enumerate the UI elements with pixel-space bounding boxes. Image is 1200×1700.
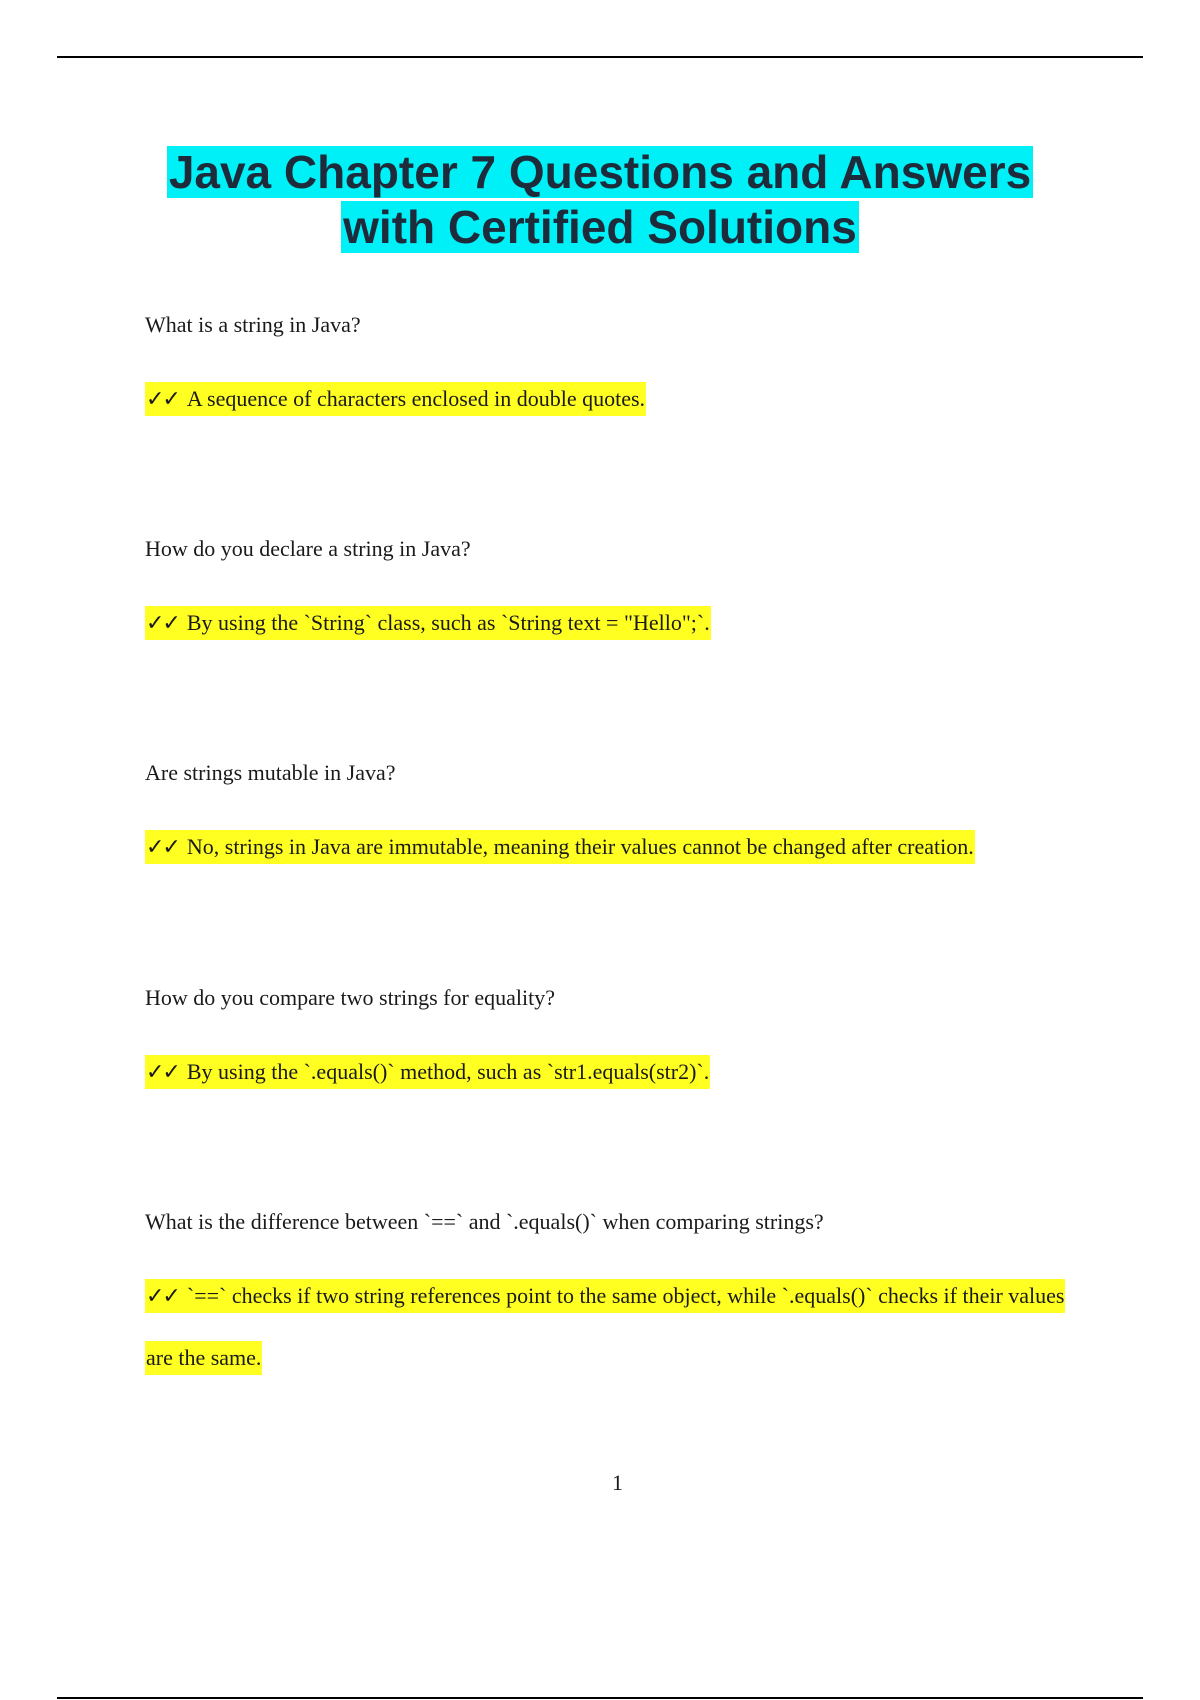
top-rule — [57, 56, 1143, 58]
answer-block — [145, 1265, 1095, 1388]
title-line-2: with Certified Solutions — [343, 201, 857, 253]
answer-highlight — [145, 606, 711, 640]
answer-block — [145, 368, 1095, 430]
qa-item — [145, 1208, 1095, 1370]
qa-item — [145, 759, 1095, 860]
answer-block — [145, 592, 1095, 654]
answer-block — [145, 1041, 1095, 1103]
answer-text: By using the `String` class, such as `String text = "Hello";`. — [186, 610, 710, 635]
check-mark-icon: ✓✓ — [146, 835, 179, 860]
qa-item — [145, 535, 1095, 636]
question-text: What is a string in Java? — [145, 312, 361, 337]
page-number: 1 — [612, 1470, 623, 1495]
bottom-rule — [57, 1697, 1143, 1699]
check-mark-icon: ✓✓ — [146, 1284, 179, 1309]
answer-highlight — [145, 382, 646, 416]
answer-highlight — [145, 1055, 710, 1089]
question-text: How do you declare a string in Java? — [145, 536, 471, 561]
answer-text: A sequence of characters enclosed in double quotes. — [186, 386, 646, 411]
answer-text: `==` checks if two string references point to the same object, while `.equals()` checks if their values are the same. — [146, 1283, 1065, 1370]
check-mark-icon: ✓✓ — [146, 1060, 179, 1085]
answer-text: No, strings in Java are immutable, meaning their values cannot be changed after creation. — [186, 834, 974, 859]
qa-item — [145, 311, 1095, 412]
document-title — [0, 145, 1200, 255]
question-text: How do you compare two strings for equality? — [145, 985, 555, 1010]
title-line-1: Java Chapter 7 Questions and Answers — [168, 146, 1032, 198]
answer-highlight — [145, 830, 975, 864]
check-mark-icon: ✓✓ — [146, 611, 179, 636]
answer-text: By using the `.equals()` method, such as `str1.equals(str2)`. — [186, 1059, 710, 1084]
answer-block — [145, 816, 1095, 878]
question-text: What is the difference between `==` and `.equals()` when comparing strings? — [145, 1209, 824, 1234]
answer-highlight — [145, 1279, 1065, 1375]
qa-item — [145, 984, 1095, 1085]
check-mark-icon: ✓✓ — [146, 387, 179, 412]
question-text: Are strings mutable in Java? — [145, 760, 396, 785]
